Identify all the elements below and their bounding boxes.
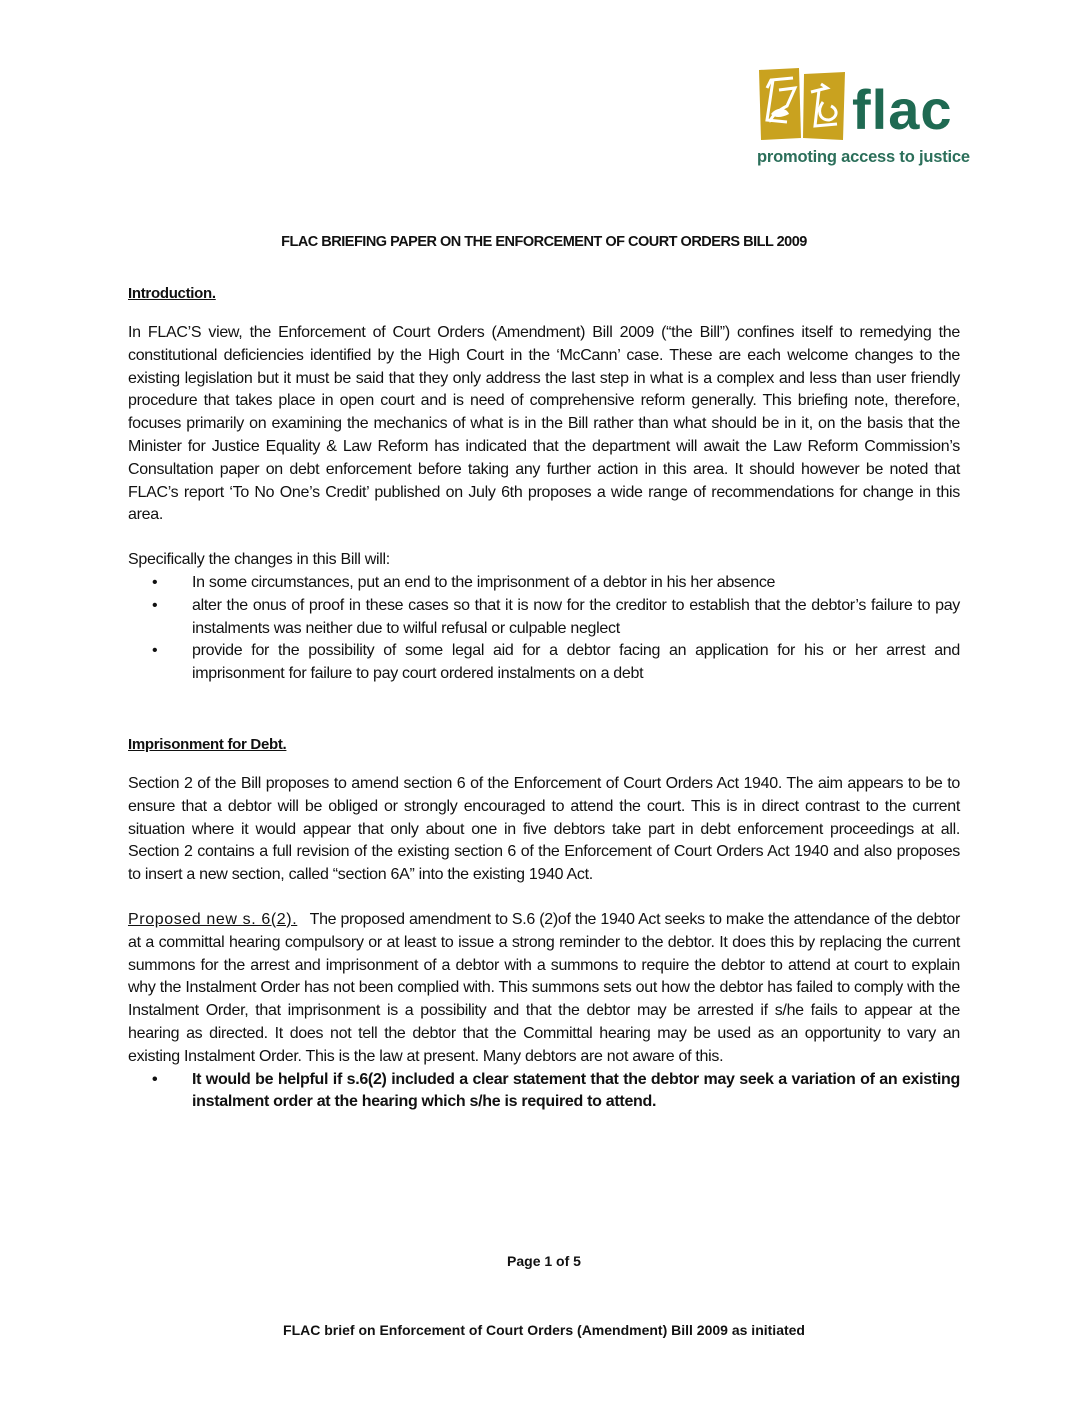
logo-tagline: promoting access to justice <box>757 148 970 166</box>
list-item: • provide for the possibility of some legal aid for a debtor facing an application for his or her arrest and imprisonment for failure to pay court ordered instalments on a debt <box>152 642 960 683</box>
bullet-icon: • <box>152 573 158 591</box>
document-body <box>128 230 960 1114</box>
imprisonment-paragraph: Section 2 of the Bill proposes to amend section 6 of the Enforcement of Court Orders Act 1940. The aim appears to be to ensure that a debtor will be obliged or strongly encouraged to attend the court. This is in direct contrast to the current situation where it would appear that only about one in five debtors take part in debt enforcement proceedings at all. Section 2 contains a full revision of the existing section 6 of the Enforcement of Court Orders Act 1940 and also proposes to insert a new section, called “section 6A” into the existing 1940 Act. <box>128 774 960 884</box>
imprisonment-heading: Imprisonment for Debt. <box>128 735 287 753</box>
footer-brief: FLAC brief on Enforcement of Court Orders (Amendment) Bill 2009 as initiated <box>283 1322 805 1338</box>
changes-intro: Specifically the changes in this Bill will: <box>128 551 390 569</box>
list-item: • In some circumstances, put an end to the imprisonment of a debtor in his her absence <box>128 572 960 595</box>
scales-of-justice-icon <box>757 66 847 142</box>
introduction-paragraph: In FLAC’S view, the Enforcement of Court Orders (Amendment) Bill 2009 (“the Bill”) confines itself to remedying the constitutional deficiencies identified by the High Court in the ‘McCann’ case. These are each welcome changes to the existing legislation but it must be said that they only address the last step in what is a complex and less than user friendly procedure that takes place in open court and is need of comprehensive reform generally. This briefing note, therefore, focuses primarily on examining the mechanics of what is in the Bill rather than what should be in it, on the basis that the Minister for Justice Equality & Law Reform has indicated that the department will await the Law Reform Commission’s Consultation paper on debt enforcement before taking any further action in this area. It should however be noted that FLAC’s report ‘To No One’s Credit’ published on July 6th proposes a wide range of recommendations for change in this area. <box>128 324 960 524</box>
bullet-icon: • <box>152 642 158 660</box>
page-number: Page 1 of 5 <box>507 1253 581 1269</box>
introduction-heading: Introduction. <box>128 285 216 302</box>
logo-wordmark: flac <box>852 78 953 141</box>
document-title: FLAC BRIEFING PAPER ON THE ENFORCEMENT OF COURT ORDERS BILL 2009 <box>281 234 807 250</box>
recommendation-list <box>128 1069 960 1115</box>
bullet-icon: • <box>152 1070 158 1088</box>
recommendation-item: • It would be helpful if s.6(2) included a clear statement that the debtor may seek a variation of an existing instalment order at the hearing which s/he is required to attend. <box>152 1070 960 1111</box>
bullet-icon: • <box>152 596 158 614</box>
list-item: • alter the onus of proof in these cases so that it is now for the creditor to establish that the debtor’s failure to pay instalments was neither due to wilful refusal or culpable neglect <box>152 596 960 637</box>
flac-logo <box>757 66 970 171</box>
changes-list <box>128 572 960 686</box>
subsection-paragraph: Proposed new s. 6(2). The proposed amendment to S.6 (2)of the 1940 Act seeks to make the attendance of the debtor at a committal hearing compulsory or at least to issue a strong reminder to the debtor. It does this by replacing the current summons for the arrest and imprisonment of a debtor with a summons to require the debtor to attend at court to explain why the Instalment Order has not been complied with. This summons sets out how the debtor has failed to comply with the Instalment Order, that imprisonment is a possibility and that the debtor may be arrested if s/he fails to appear at the hearing as directed. It does not tell the debtor that the Committal hearing may be used as an opportunity to vary an existing Instalment Order. This is the law at present. Many debtors are not aware of this. <box>128 910 960 1065</box>
subsection-heading: Proposed new s. 6(2). <box>128 910 298 928</box>
